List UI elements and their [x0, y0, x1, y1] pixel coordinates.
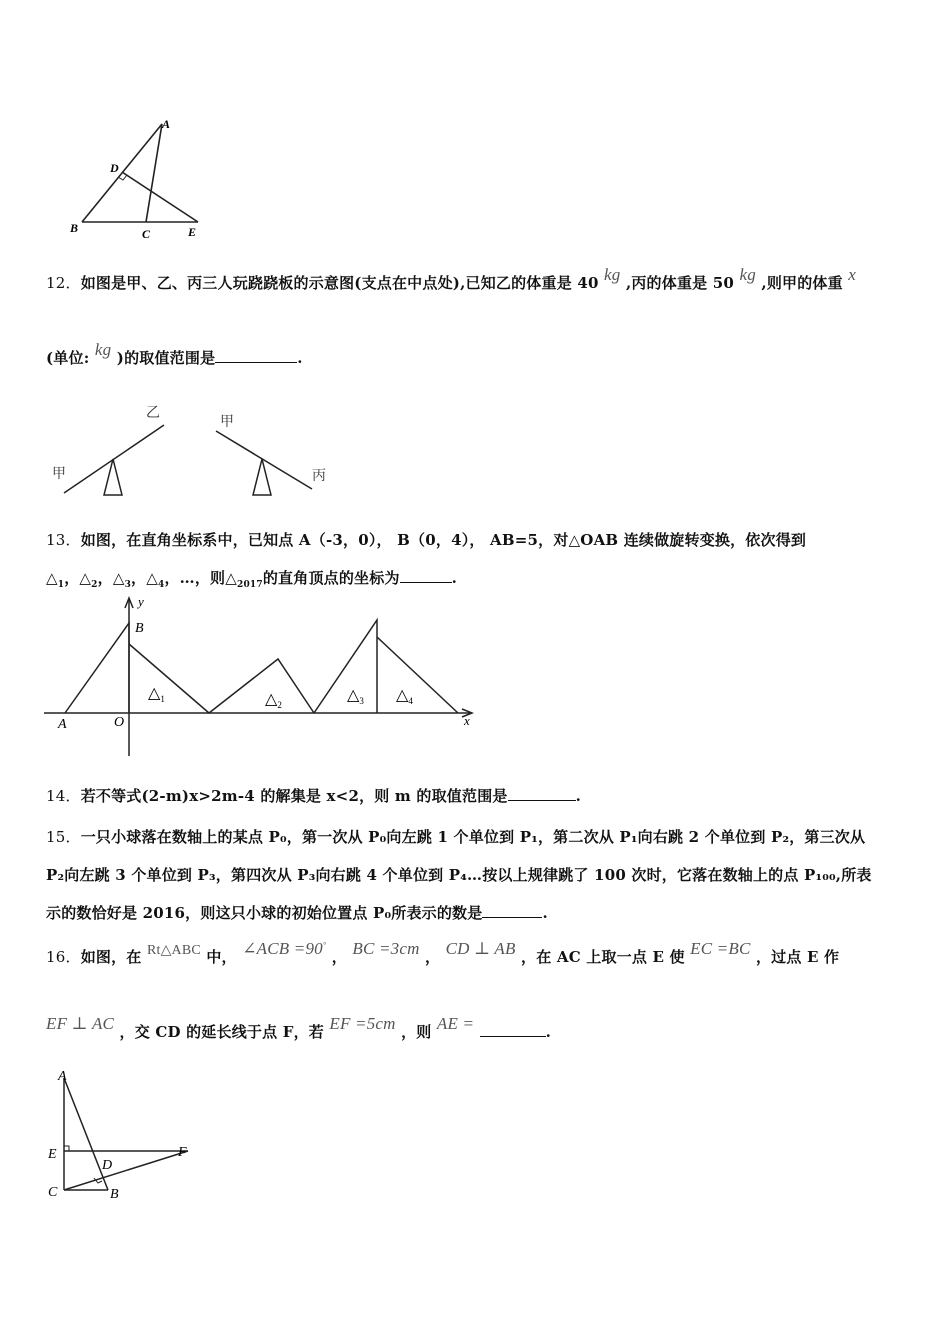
triangles-1-2: [129, 644, 314, 713]
label-e: E: [188, 225, 197, 239]
triangle-4: [377, 637, 458, 713]
segment-ba: [82, 124, 162, 222]
label-a: A: [58, 1069, 67, 1084]
label-d: D: [110, 161, 119, 175]
seesaw-right-fulcrum: [253, 459, 271, 495]
label-jia-right: 甲: [220, 415, 234, 430]
question-16-line-1: 16．如图，在 Rt△ABC 中， ∠ACB =90° ， BC =3cm ， CD ⊥ AB ，在 AC 上取一点 E 使 EC =BC ，过点 E 作: [46, 939, 840, 966]
label-f: F: [178, 1145, 187, 1160]
answer-blank[interactable]: [400, 570, 452, 583]
segment-ab: [64, 1078, 108, 1190]
label-bing: 丙: [312, 469, 326, 484]
label-triangle-3: $\triangle_3$: [347, 687, 364, 706]
question-14: 14．若不等式(2-m)x>2m-4 的解集是 x<2，则 m 的取值范围是 .: [46, 787, 582, 805]
label-b: B: [70, 221, 79, 235]
question-16-line-2: EF ⊥ AC ，交 CD 的延长线于点 F，若 EF =5cm ，则 AE = .: [46, 1014, 552, 1041]
math-rt-abc: Rt△ABC: [146, 943, 201, 958]
math-ef: EF =5cm: [329, 1014, 396, 1033]
answer-blank[interactable]: [508, 788, 576, 801]
math-ec-eq-bc: EC =BC: [690, 939, 751, 958]
label-c: C: [142, 227, 151, 241]
label-b: B: [135, 621, 144, 636]
label-triangle-4: $\triangle_4$: [396, 687, 413, 706]
label-triangle-2: $\triangle_2$: [265, 691, 282, 710]
unit-kg: kg: [604, 265, 621, 284]
triangle-figure-top: [40, 112, 220, 242]
math-bc: BC =3cm: [352, 939, 420, 958]
right-triangle-figure: [40, 1062, 210, 1207]
question-13-line-2: $\triangle_1$，$\triangle_2$，$\triangle_3$，$\triangle_4$，…，则$\triangle_{2017}$的直角顶点的坐标为 .: [46, 569, 458, 590]
variable-x: x: [848, 265, 857, 284]
segment-ac: [146, 124, 162, 222]
seesaw-left-board: [64, 425, 164, 493]
segment-cf: [64, 1151, 188, 1190]
label-yi: 乙: [146, 406, 160, 421]
label-d: D: [102, 1158, 113, 1173]
label-triangle-1: $\triangle_1$: [148, 685, 165, 704]
math-cd-perp-ab: CD ⊥ AB: [445, 939, 516, 958]
label-x: x: [464, 713, 470, 728]
label-a: A: [58, 717, 67, 732]
question-12-line-1: 12．如图是甲、乙、丙三人玩跷跷板的示意图(支点在中点处),已知乙的体重是 40 kg ,丙的体重是 50 kg ,则甲的体重 x: [46, 265, 857, 292]
seesaw-right-board: [216, 431, 312, 489]
question-13-line-1: 13．如图，在直角坐标系中，已知点 A（-3，0）， B（0，4）， AB=5，对△OAB 连续做旋转变换，依次得到: [46, 531, 807, 549]
triangle-oab: [65, 623, 129, 713]
question-15-line-2: P₂向左跳 3 个单位到 P₃，第四次从 P₃向右跳 4 个单位到 P₄…按以上规律跳了 100 次时，它落在数轴上的点 P₁₀₀,所表: [46, 866, 872, 884]
answer-blank[interactable]: [482, 905, 542, 918]
label-b: B: [110, 1187, 119, 1202]
label-c: C: [48, 1185, 58, 1200]
unit-kg: kg: [739, 265, 756, 284]
question-12-line-2: (单位: kg )的取值范围是 .: [46, 340, 303, 367]
triangle-3: [314, 620, 377, 713]
question-15-line-1: 15．一只小球落在数轴上的某点 P₀，第一次从 P₀向左跳 1 个单位到 P₁，第二次从 P₁向右跳 2 个单位到 P₂，第三次从: [46, 828, 866, 846]
answer-blank[interactable]: [215, 350, 297, 363]
answer-blank[interactable]: [480, 1024, 546, 1037]
unit-kg: kg: [94, 340, 112, 359]
seesaw-figure: [50, 400, 340, 500]
label-a: A: [162, 117, 171, 131]
segment-de: [122, 172, 198, 222]
label-e: E: [48, 1147, 57, 1162]
rotation-coordinate-figure: [40, 590, 490, 760]
question-15-line-3: 示的数恰好是 2016，则这只小球的初始位置点 P₀所表示的数是 .: [46, 904, 548, 922]
label-y: y: [138, 594, 144, 609]
label-jia-left: 甲: [52, 467, 66, 482]
math-ae: AE =: [436, 1014, 475, 1033]
math-angle-acb: ∠ACB =90°: [242, 939, 327, 958]
math-ef-perp-ac: EF ⊥ AC: [46, 1014, 115, 1033]
label-o: O: [114, 715, 125, 730]
